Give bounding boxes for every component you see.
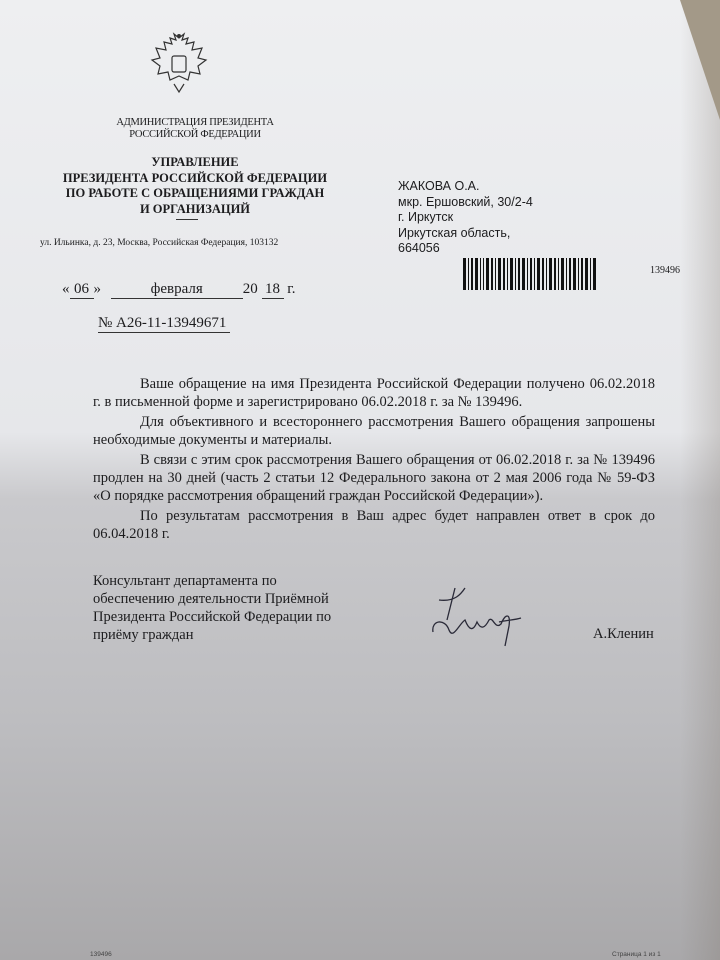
document-number: № А26-11-13949671 xyxy=(98,315,230,333)
background-corner xyxy=(680,0,720,120)
date-quote: » xyxy=(93,281,101,297)
signatory-name: А.Кленин xyxy=(593,626,654,642)
barcode-bar xyxy=(585,258,588,290)
letter-body xyxy=(93,375,655,545)
barcode-bar xyxy=(569,258,571,290)
coat-of-arms-emblem xyxy=(148,30,210,96)
date-quote: « xyxy=(62,281,70,297)
barcode-bar xyxy=(534,258,535,290)
date-suffix: г. xyxy=(287,281,296,297)
barcode-bar xyxy=(558,258,559,290)
recipient-street: мкр. Ершовский, 30/2-4 xyxy=(398,194,533,209)
footer-number: 139496 xyxy=(90,951,112,958)
recipient-city: г. Иркутск xyxy=(398,210,454,224)
barcode-bar xyxy=(495,258,496,290)
letter-date xyxy=(62,281,295,299)
signatory-title-line: Консультант департамента по xyxy=(93,573,277,589)
body-paragraph: В связи с этим срок рассмотрения Вашего обращения от 06.02.2018 г. за № 139496 продлен на 30 дней (часть 2 статьи 12 Федерального закона от 2 мая 2006 года № 59-ФЗ «О порядке рассмотрения обращений граждан Российской Федерации»). xyxy=(93,452,655,504)
signatory-title-line: приёму граждан xyxy=(93,627,194,643)
body-paragraph: По результатам рассмотрения в Ваш адрес будет направлен ответ в срок до 06.04.2018 г. xyxy=(93,508,655,542)
footer-page-count: Страница 1 из 1 xyxy=(612,951,661,958)
dept-line: ПО РАБОТЕ С ОБРАЩЕНИЯМИ ГРАЖДАН xyxy=(65,186,325,200)
signatory-title-line: Президента Российской Федерации по xyxy=(93,609,332,625)
dept-line: И ОРГАНИЗАЦИЙ xyxy=(139,201,251,216)
barcode-bar xyxy=(522,258,525,290)
recipient-block xyxy=(398,179,533,257)
dept-line: УПРАВЛЕНИЕ xyxy=(151,155,239,169)
barcode-bar xyxy=(561,258,564,290)
barcode-bar xyxy=(542,258,544,290)
barcode-bar xyxy=(503,258,505,290)
barcode-bar xyxy=(566,258,567,290)
barcode-bar xyxy=(590,258,591,290)
recipient-name: ЖАКОВА О.А. xyxy=(398,179,480,193)
barcode-number: 139496 xyxy=(650,265,680,276)
paper-edge-shadow xyxy=(680,0,720,960)
recipient-region: Иркутская область, xyxy=(398,225,511,240)
barcode-bar xyxy=(486,258,489,290)
date-century: 20 xyxy=(242,281,258,297)
department-heading xyxy=(60,155,330,217)
body-paragraph: Для объективного и всестороннего рассмотрения Вашего обращения запрошены необходимые документы и материалы. xyxy=(93,414,655,448)
barcode-bar xyxy=(593,258,596,290)
barcode-bar xyxy=(507,258,508,290)
barcode-bar xyxy=(498,258,501,290)
barcode-bar xyxy=(468,258,469,290)
barcode-bar xyxy=(463,258,466,290)
barcode-bar xyxy=(527,258,528,290)
barcode-bar xyxy=(537,258,540,290)
recipient-postcode: 664056 xyxy=(398,241,440,255)
sender-address: ул. Ильинка, д. 23, Москва, Российская Федерация, 103132 xyxy=(40,238,279,248)
administration-heading xyxy=(100,117,290,141)
barcode-bar xyxy=(510,258,513,290)
barcode-bar xyxy=(546,258,547,290)
date-month: февраля xyxy=(111,281,243,299)
barcode-bar xyxy=(515,258,516,290)
barcode-bar xyxy=(573,258,576,290)
admin-line: АДМИНИСТРАЦИЯ ПРЕЗИДЕНТА xyxy=(116,117,274,128)
dept-line: ПРЕЗИДЕНТА РОССИЙСКОЙ ФЕДЕРАЦИИ xyxy=(62,170,328,185)
barcode-bar xyxy=(518,258,520,290)
barcode-bar xyxy=(475,258,478,290)
barcode-bar xyxy=(581,258,583,290)
barcode-bar xyxy=(471,258,473,290)
body-paragraph: Ваше обращение на имя Президента Российской Федерации получено 06.02.2018 г. в письменной форме и зарегистрировано 06.02.2018 г. за № 139496. xyxy=(93,376,655,410)
barcode-bar xyxy=(549,258,552,290)
heading-divider xyxy=(176,219,198,220)
barcode-bar xyxy=(578,258,579,290)
date-year: 18 xyxy=(262,281,284,299)
barcode-bar xyxy=(530,258,532,290)
admin-line: РОССИЙСКОЙ ФЕДЕРАЦИИ xyxy=(129,129,261,140)
barcode-bar xyxy=(483,258,484,290)
date-day: 06 xyxy=(70,281,94,299)
barcode-bar xyxy=(554,258,556,290)
handwritten-signature xyxy=(425,580,535,650)
signatory-title-line: обеспечению деятельности Приёмной xyxy=(93,591,329,607)
barcode-bar xyxy=(491,258,493,290)
barcode-bar xyxy=(480,258,481,290)
signatory-title xyxy=(93,572,383,644)
barcode xyxy=(463,258,631,290)
